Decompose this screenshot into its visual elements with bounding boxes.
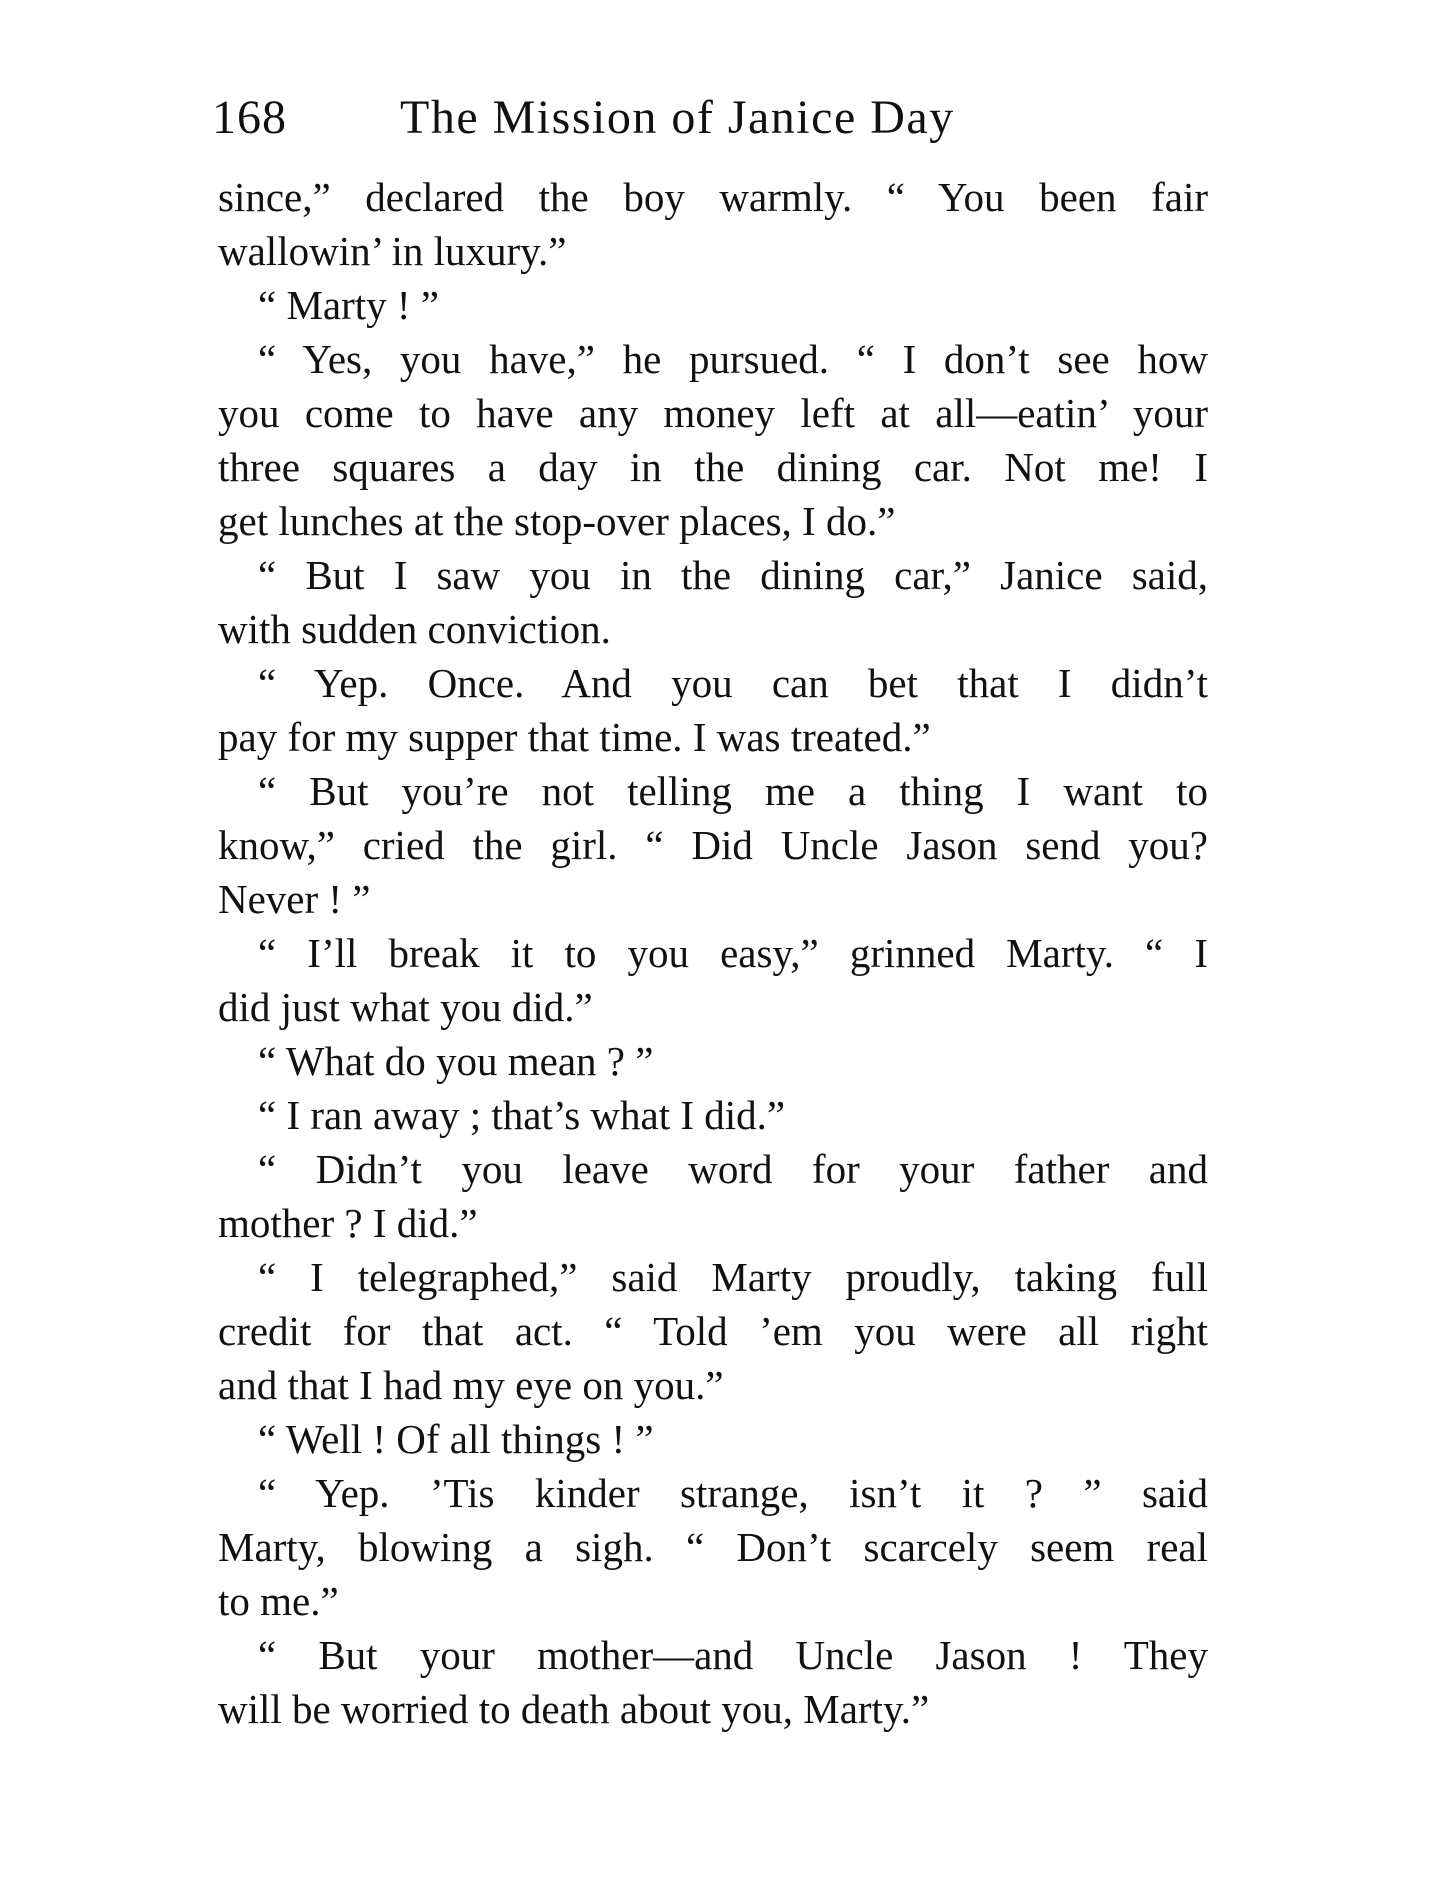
text-line: mother ? I did.” — [218, 1200, 478, 1246]
text-line: three squares a day in the dining car. Not me! I — [218, 444, 1208, 490]
text-line: and that I had my eye on you.” — [218, 1362, 724, 1408]
text-line: “ I telegraphed,” said Marty proudly, taking full — [258, 1254, 1208, 1300]
text-line: you come to have any money left at all—eatin’ your — [218, 390, 1208, 436]
page-number: 168 — [212, 91, 287, 144]
text-line: “ But I saw you in the dining car,” Janice said, — [258, 552, 1208, 598]
page-body-text — [218, 170, 1208, 1736]
text-line: “ Well ! Of all things ! ” — [258, 1416, 654, 1462]
text-line: “ Yep. Once. And you can bet that I didn’t — [258, 660, 1208, 706]
text-line: “ I ran away ; that’s what I did.” — [258, 1092, 786, 1138]
text-line: will be worried to death about you, Marty.” — [218, 1686, 930, 1732]
text-line: know,” cried the girl. “ Did Uncle Jason send you? — [218, 822, 1208, 868]
text-line: pay for my supper that time. I was treated.” — [218, 714, 931, 760]
text-line: “ Yep. ’Tis kinder strange, isn’t it ? ” said — [258, 1470, 1208, 1516]
text-line: with sudden conviction. — [218, 606, 611, 652]
text-line: “ I’ll break it to you easy,” grinned Marty. “ I — [258, 930, 1208, 976]
text-line: “ But you’re not telling me a thing I want to — [258, 768, 1208, 814]
text-line: Marty, blowing a sigh. “ Don’t scarcely seem real — [218, 1524, 1208, 1570]
text-line: credit for that act. “ Told ’em you were all right — [218, 1308, 1208, 1354]
text-line: “ What do you mean ? ” — [258, 1038, 654, 1084]
running-title: The Mission of Janice Day — [400, 91, 955, 144]
text-line: “ Didn’t you leave word for your father and — [258, 1146, 1208, 1192]
text-line: get lunches at the stop-over places, I do.” — [218, 498, 896, 544]
text-line: “ Marty ! ” — [258, 282, 439, 328]
page-header — [212, 88, 1212, 148]
text-line: “ Yes, you have,” he pursued. “ I don’t see how — [258, 336, 1208, 382]
text-line: did just what you did.” — [218, 984, 593, 1030]
text-line: since,” declared the boy warmly. “ You been fair — [218, 174, 1208, 220]
text-line: wallowin’ in luxury.” — [218, 228, 567, 274]
text-line: Never ! ” — [218, 876, 371, 922]
text-line: “ But your mother—and Uncle Jason ! They — [258, 1632, 1208, 1678]
text-line: to me.” — [218, 1578, 339, 1624]
